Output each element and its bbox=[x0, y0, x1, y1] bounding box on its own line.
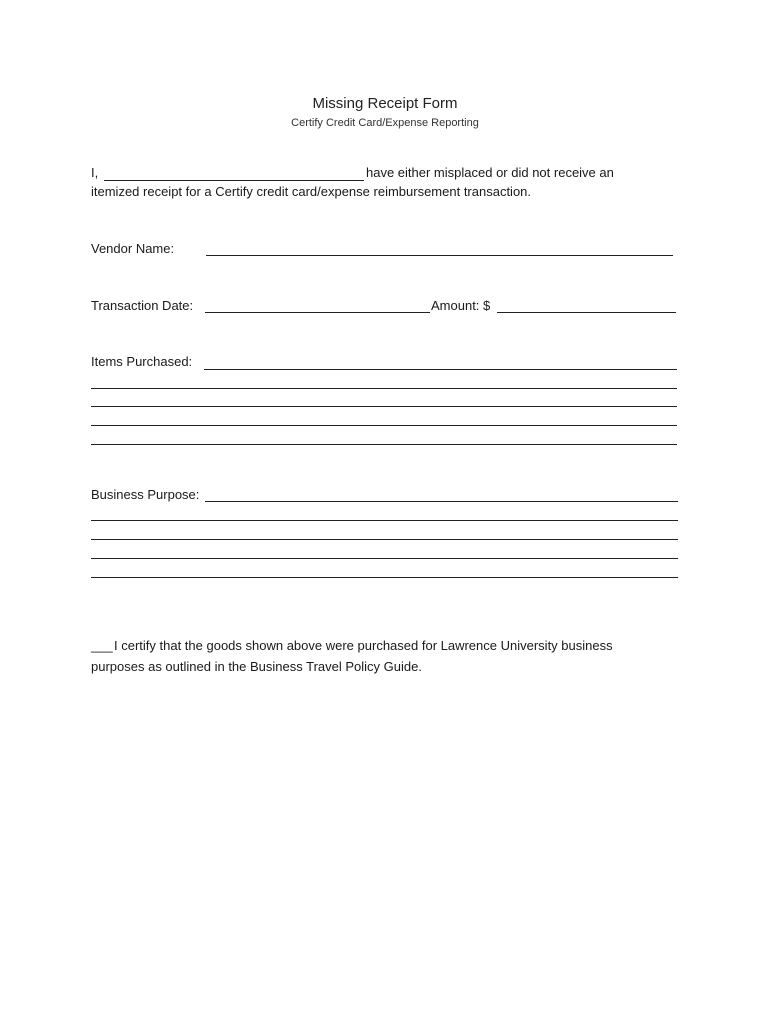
certification-line-1: I certify that the goods shown above were purchased for Lawrence University business bbox=[114, 638, 613, 653]
transaction-date-label: Transaction Date: bbox=[91, 298, 194, 313]
statement-line-2: itemized receipt for a Certify credit card/expense reimbursement transaction. bbox=[91, 184, 532, 199]
business-purpose-line-1[interactable] bbox=[205, 501, 678, 502]
vendor-name-line[interactable] bbox=[206, 255, 673, 256]
items-purchased-line-2[interactable] bbox=[91, 388, 677, 389]
items-purchased-line-1[interactable] bbox=[204, 369, 677, 370]
business-purpose-label: Business Purpose: bbox=[91, 487, 200, 502]
vendor-name-label: Vendor Name: bbox=[91, 241, 175, 256]
transaction-date-line[interactable] bbox=[205, 312, 430, 313]
items-purchased-line-5[interactable] bbox=[91, 444, 677, 445]
items-purchased-label: Items Purchased: bbox=[91, 354, 193, 369]
statement-continuation: have either misplaced or did not receive an bbox=[366, 165, 614, 180]
business-purpose-line-3[interactable] bbox=[91, 539, 678, 540]
amount-line[interactable] bbox=[497, 312, 676, 313]
certification-checkbox-blank[interactable]: ___ bbox=[91, 638, 113, 653]
form-subtitle: Certify Credit Card/Expense Reporting bbox=[291, 117, 479, 129]
statement-prefix: I, bbox=[91, 165, 99, 180]
business-purpose-line-4[interactable] bbox=[91, 558, 678, 559]
name-blank-line[interactable] bbox=[104, 180, 364, 181]
amount-label: Amount: $ bbox=[431, 298, 491, 313]
business-purpose-line-2[interactable] bbox=[91, 520, 678, 521]
items-purchased-line-3[interactable] bbox=[91, 406, 677, 407]
items-purchased-line-4[interactable] bbox=[91, 425, 677, 426]
form-title: Missing Receipt Form bbox=[312, 95, 458, 112]
business-purpose-line-5[interactable] bbox=[91, 577, 678, 578]
certification-line-2: purposes as outlined in the Business Travel Policy Guide. bbox=[91, 659, 422, 674]
